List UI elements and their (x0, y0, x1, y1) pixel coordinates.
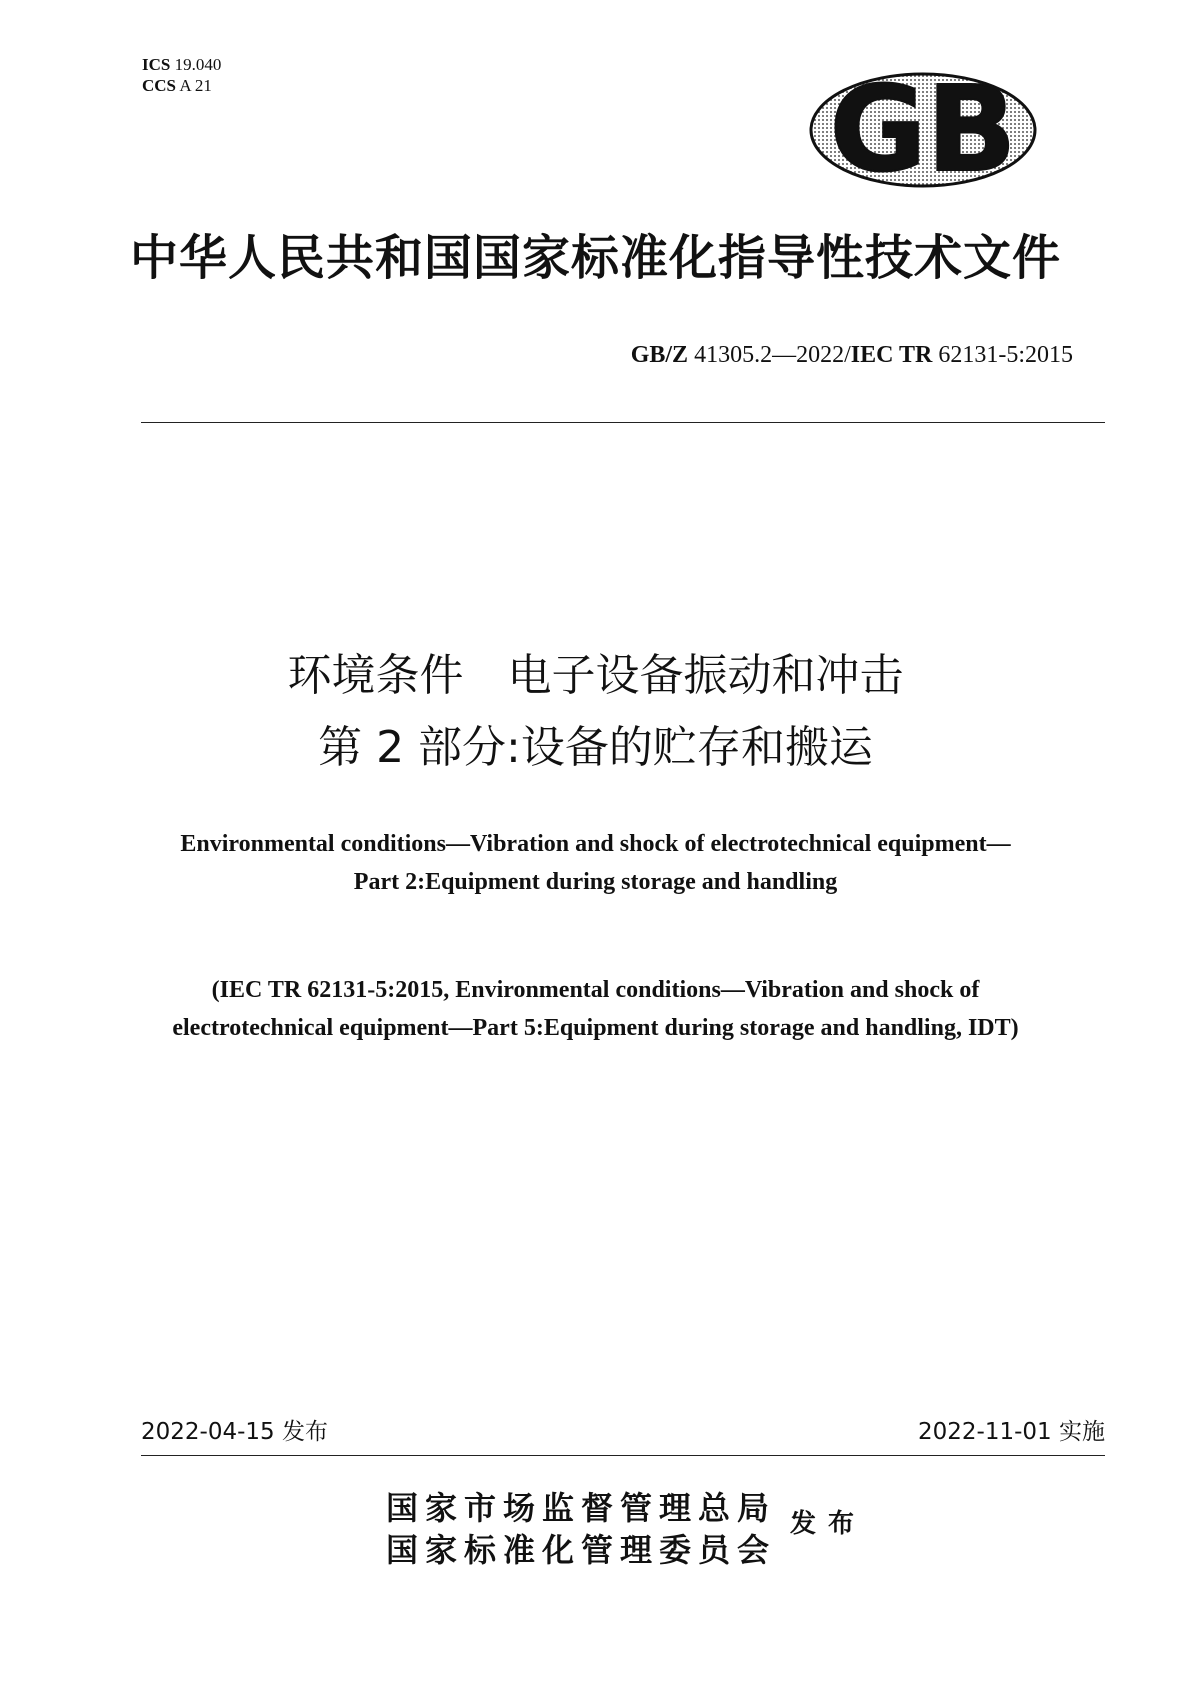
english-title-line-1: Environmental conditions—Vibration and shock of electrotechnical equipment— (180, 831, 1011, 857)
ics-line (142, 54, 221, 75)
english-title-line-2: Part 2:Equipment during storage and handling (353, 869, 838, 895)
gb-logo-text: GB (829, 70, 1017, 190)
standard-number-main: 41305.2—2022/ (688, 342, 851, 368)
ccs-label: CCS (142, 76, 177, 95)
implementation-date: 2022-11-01 实施 (918, 1419, 1105, 1445)
ics-code: 19.040 (174, 55, 222, 74)
bottom-divider (141, 1455, 1105, 1456)
standard-number (631, 340, 1073, 370)
standard-number-prefix: GB/Z (630, 342, 689, 368)
issuing-authority-2: 国家标准化管理委员会 (386, 1531, 777, 1569)
gb-logo-icon (805, 70, 1041, 190)
ccs-line (142, 75, 221, 96)
issue-date: 2022-04-15 发布 (141, 1419, 328, 1445)
chinese-title-line-1: 环境条件 电子设备振动和冲击 (287, 650, 904, 701)
ccs-code: A 21 (179, 76, 212, 95)
standard-number-iec-num: 62131-5:2015 (932, 342, 1073, 368)
issuing-authority-1: 国家市场监督管理总局 (386, 1489, 777, 1527)
ics-label: ICS (142, 55, 171, 74)
classification-codes (142, 54, 221, 96)
adoption-note-line-2: electrotechnical equipment—Part 5:Equipment during storage and handling, IDT) (172, 1015, 1019, 1041)
document-category-title: 中华人民共和国国家标准化指导性技术文件 (129, 230, 1061, 286)
chinese-title-line-2: 第 2 部分:设备的贮存和搬运 (318, 722, 873, 773)
publish-label: 发布 (790, 1509, 867, 1539)
adoption-note-line-1: (IEC TR 62131-5:2015, Environmental conditions—Vibration and shock of (211, 977, 980, 1003)
top-divider (141, 422, 1105, 423)
standard-number-iec: IEC TR (850, 342, 933, 368)
